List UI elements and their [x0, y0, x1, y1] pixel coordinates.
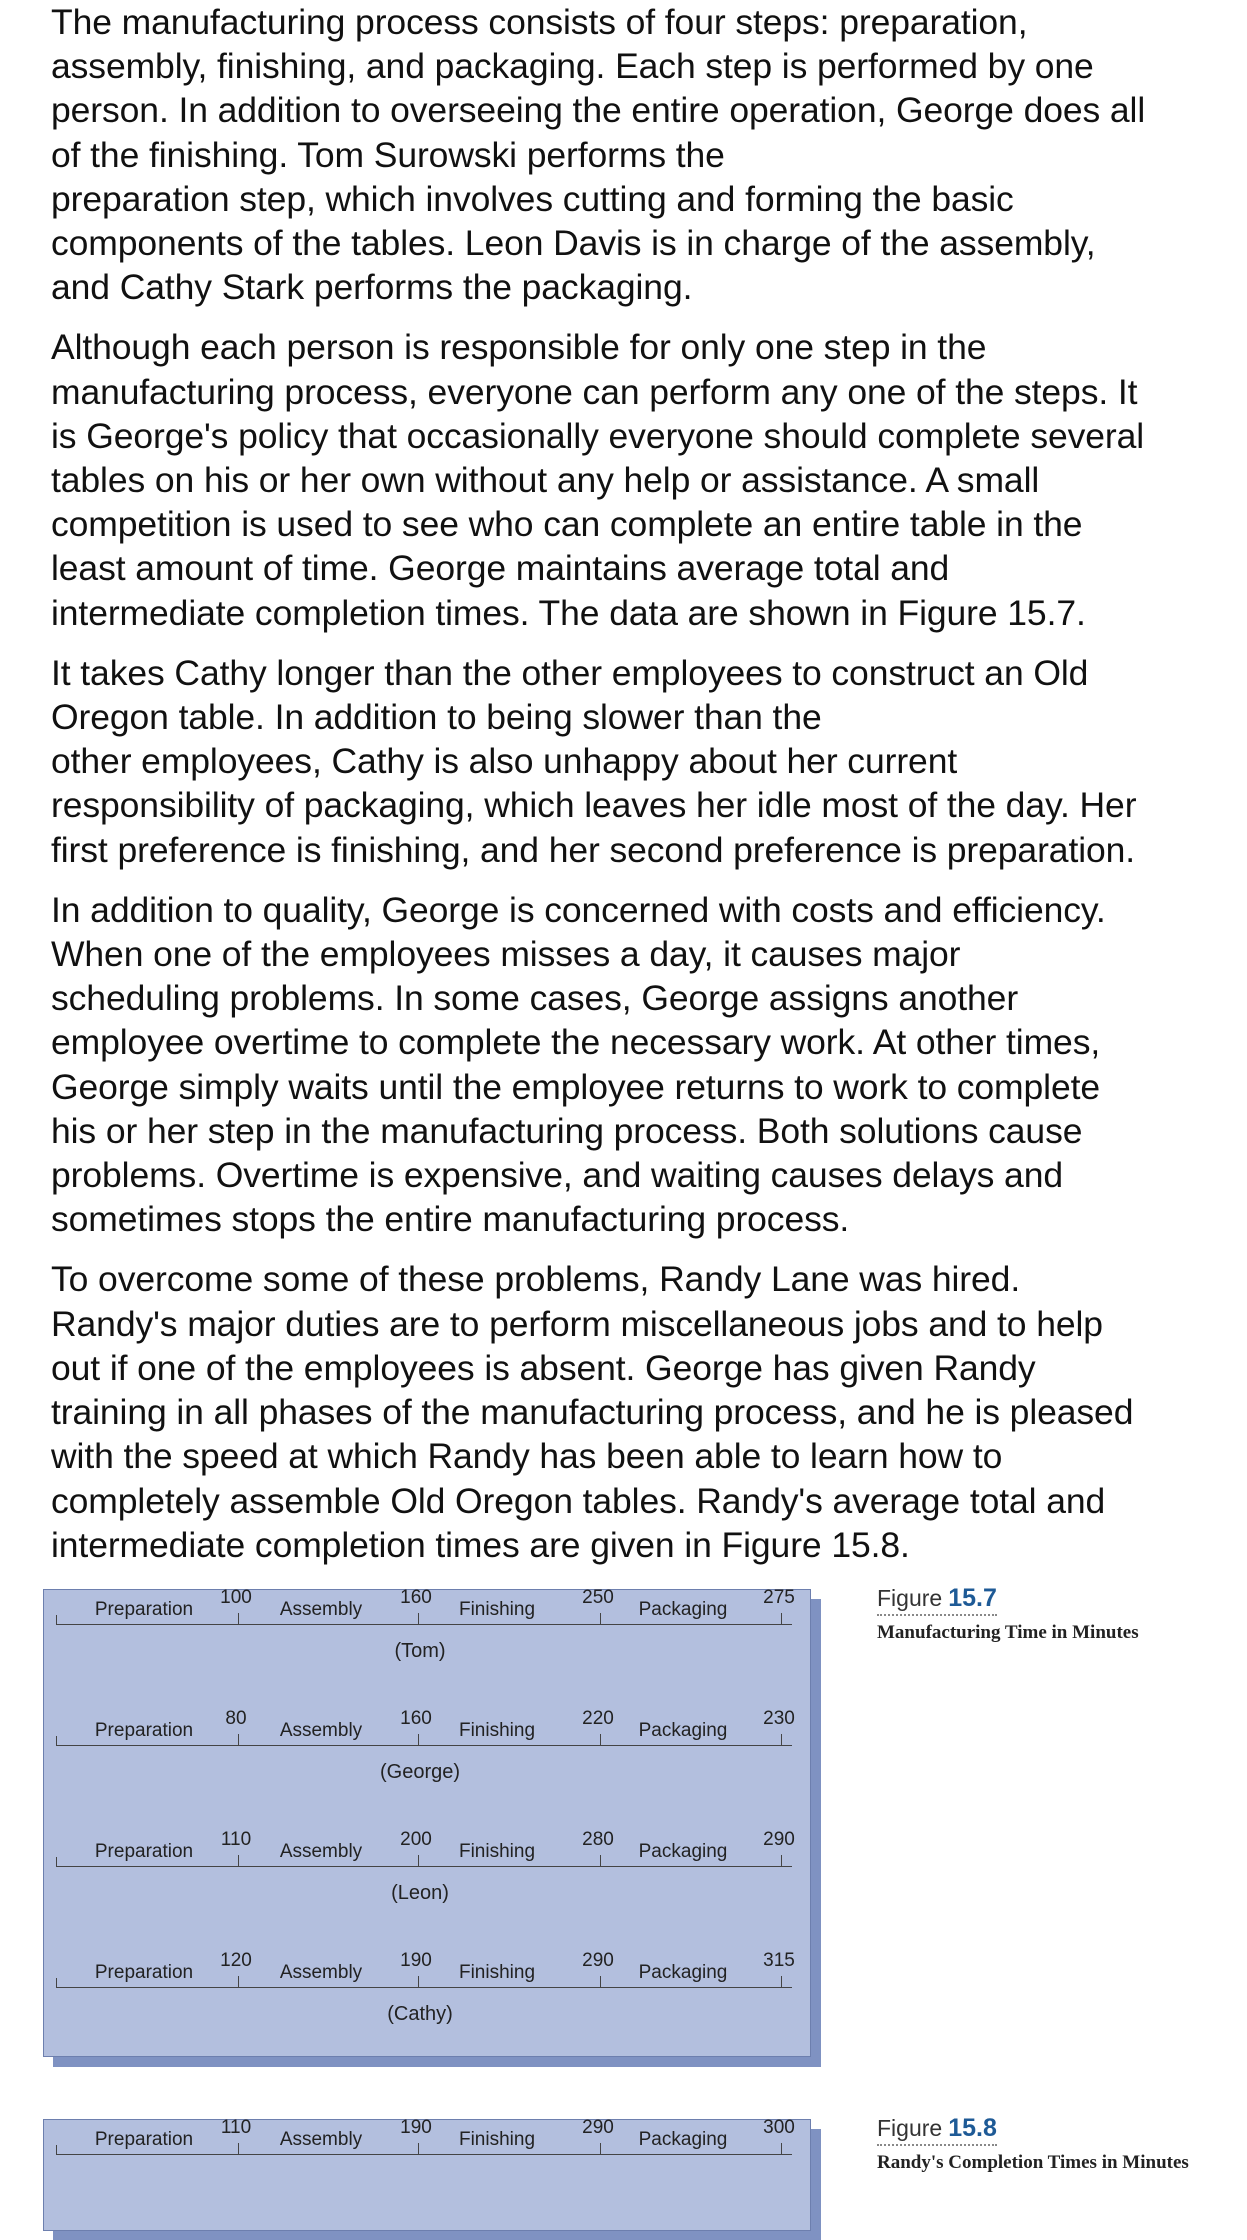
timeline-row: [44, 1587, 810, 1710]
timeline-tick: [600, 1855, 601, 1866]
paragraph-3: [51, 651, 1241, 872]
paragraph-1: [51, 0, 1241, 309]
timeline-tick: [418, 1976, 419, 1987]
step-label: Assembly: [279, 1962, 363, 1983]
figure-15-7-timelines: [43, 1589, 811, 2057]
text-line: least amount of time. George maintains average total and: [51, 548, 950, 589]
timeline-start-tick: [56, 1615, 57, 1624]
timeline-tick: [600, 2143, 601, 2154]
timeline-baseline: [56, 1745, 792, 1746]
step-label: Finishing: [458, 2129, 536, 2150]
timeline-tick: [418, 1855, 419, 1866]
step-label: Preparation: [94, 1962, 194, 1983]
cumulative-time-label: 190: [400, 2117, 432, 2138]
text-line: Randy's major duties are to perform miscellaneous jobs and to help: [51, 1303, 1103, 1344]
cumulative-time-label: 220: [582, 1708, 614, 1729]
timeline-tick: [238, 1613, 239, 1624]
figure-label: [877, 2114, 997, 2146]
figure-15-7-caption: [877, 1584, 1139, 1644]
figure-15-8-caption: [877, 2114, 1189, 2174]
figure-15-8-timeline: [43, 2119, 811, 2231]
step-label: Preparation: [94, 1841, 194, 1862]
text-line: It takes Cathy longer than the other employees to construct an Old: [51, 652, 1089, 693]
timeline-tick: [238, 2143, 239, 2154]
cumulative-time-label: 300: [763, 2117, 795, 2138]
cumulative-time-label: 80: [225, 1708, 247, 1729]
text-line: preparation step, which involves cutting and forming the basic: [51, 178, 1014, 219]
step-label: Finishing: [458, 1841, 536, 1862]
timeline-tick: [600, 1613, 601, 1624]
paragraph-5: [51, 1257, 1241, 1566]
step-label: Packaging: [638, 1599, 728, 1620]
figure-subtitle: Randy's Completion Times in Minutes: [877, 2152, 1189, 2173]
text-line: competition is used to see who can complete an entire table in the: [51, 504, 1083, 545]
text-line: is George's policy that occasionally everyone should complete several: [51, 415, 1145, 456]
step-label: Finishing: [458, 1962, 536, 1983]
timeline-tick: [418, 1613, 419, 1624]
timeline-tick: [600, 1976, 601, 1987]
step-label: Packaging: [638, 1720, 728, 1741]
timeline-tick: [418, 1734, 419, 1745]
timeline-tick: [238, 1855, 239, 1866]
text-line: Oregon table. In addition to being slower than the: [51, 697, 822, 738]
timeline-tick: [600, 1734, 601, 1745]
text-line: problems. Overtime is expensive, and waiting causes delays and: [51, 1155, 1063, 1196]
text-line: person. In addition to overseeing the entire operation, George does all: [51, 90, 1146, 131]
text-line: Although each person is responsible for only one step in the: [51, 327, 987, 368]
timeline-tick: [781, 1976, 782, 1987]
timeline-row: [44, 1829, 810, 1952]
timeline-tick: [781, 1734, 782, 1745]
text-line: responsibility of packaging, which leaves her idle most of the day. Her: [51, 785, 1137, 826]
cumulative-time-label: 280: [582, 1829, 614, 1850]
text-line: his or her step in the manufacturing process. Both solutions cause: [51, 1110, 1083, 1151]
timeline-start-tick: [56, 1978, 57, 1987]
cumulative-time-label: 110: [220, 1829, 252, 1850]
text-line: and Cathy Stark performs the packaging.: [51, 267, 693, 308]
text-line: out if one of the employees is absent. George has given Randy: [51, 1347, 1036, 1388]
cumulative-time-label: 290: [582, 1950, 614, 1971]
text-line: tables on his or her own without any help or assistance. A small: [51, 460, 1040, 501]
timeline-tick: [238, 1976, 239, 1987]
figure-number: 15.8: [948, 2114, 997, 2142]
text-line: employee overtime to complete the necessary work. At other times,: [51, 1022, 1101, 1063]
text-line: intermediate completion times are given in Figure 15.8.: [51, 1524, 910, 1565]
step-label: Assembly: [279, 1720, 363, 1741]
text-line: When one of the employees misses a day, it causes major: [51, 934, 961, 975]
step-label: Assembly: [279, 1599, 363, 1620]
text-line: completely assemble Old Oregon tables. Randy's average total and: [51, 1480, 1106, 1521]
text-line: training in all phases of the manufacturing process, and he is pleased: [51, 1392, 1134, 1433]
step-label: Packaging: [638, 2129, 728, 2150]
text-line: sometimes stops the entire manufacturing process.: [51, 1199, 850, 1240]
timeline-start-tick: [56, 1857, 57, 1866]
text-line: other employees, Cathy is also unhappy about her current: [51, 741, 958, 782]
cumulative-time-label: 230: [763, 1708, 795, 1729]
timeline-baseline: [56, 1624, 792, 1625]
employee-name: (Leon): [391, 1882, 449, 1904]
timeline-tick: [781, 1613, 782, 1624]
cumulative-time-label: 250: [582, 1587, 614, 1608]
paragraph-2: [51, 325, 1241, 634]
employee-name: (George): [379, 1761, 461, 1783]
cumulative-time-label: 190: [400, 1950, 432, 1971]
figure-label: [877, 1584, 997, 1616]
cumulative-time-label: 160: [400, 1708, 432, 1729]
step-label: Packaging: [638, 1962, 728, 1983]
timeline-tick: [238, 1734, 239, 1745]
timeline-baseline: [56, 1866, 792, 1867]
figure-number: 15.7: [948, 1584, 997, 1612]
text-line: components of the tables. Leon Davis is in charge of the assembly,: [51, 223, 1096, 264]
text-line: In addition to quality, George is concerned with costs and efficiency.: [51, 889, 1106, 930]
step-label: Assembly: [279, 1841, 363, 1862]
timeline-baseline: [56, 2154, 792, 2155]
text-line: assembly, finishing, and packaging. Each step is performed by one: [51, 46, 1094, 87]
step-label: Assembly: [279, 2129, 363, 2150]
body-text: [51, 0, 1241, 1583]
timeline-tick: [781, 2143, 782, 2154]
employee-name: (Tom): [394, 1640, 446, 1662]
step-label: Finishing: [458, 1720, 536, 1741]
text-line: manufacturing process, everyone can perform any one of the steps. It: [51, 371, 1138, 412]
cumulative-time-label: 110: [220, 2117, 252, 2138]
figure-subtitle: Manufacturing Time in Minutes: [877, 1622, 1139, 1643]
cumulative-time-label: 275: [763, 1587, 795, 1608]
figure-word: Figure: [877, 2115, 943, 2141]
cumulative-time-label: 160: [400, 1587, 432, 1608]
step-label: Preparation: [94, 1720, 194, 1741]
step-label: Preparation: [94, 1599, 194, 1620]
cumulative-time-label: 200: [400, 1829, 432, 1850]
timeline-tick: [781, 1855, 782, 1866]
step-label: Finishing: [458, 1599, 536, 1620]
timeline-row: [44, 1950, 810, 2073]
cumulative-time-label: 100: [220, 1587, 252, 1608]
timeline-row: [44, 2117, 810, 2240]
step-label: Preparation: [94, 2129, 194, 2150]
text-line: intermediate completion times. The data are shown in Figure 15.7.: [51, 592, 1086, 633]
text-line: George simply waits until the employee returns to work to complete: [51, 1066, 1101, 1107]
cumulative-time-label: 315: [763, 1950, 795, 1971]
employee-name: (Cathy): [387, 2003, 453, 2025]
timeline-start-tick: [56, 1736, 57, 1745]
cumulative-time-label: 120: [220, 1950, 252, 1971]
cumulative-time-label: 290: [582, 2117, 614, 2138]
text-line: first preference is finishing, and her second preference is preparation.: [51, 829, 1136, 870]
text-line: scheduling problems. In some cases, George assigns another: [51, 978, 1019, 1019]
text-line: The manufacturing process consists of four steps: preparation,: [51, 2, 1028, 42]
paragraph-4: [51, 888, 1241, 1242]
timeline-row: [44, 1708, 810, 1831]
text-line: To overcome some of these problems, Randy Lane was hired.: [51, 1259, 1021, 1300]
timeline-start-tick: [56, 2145, 57, 2154]
step-label: Packaging: [638, 1841, 728, 1862]
figure-word: Figure: [877, 1585, 943, 1611]
cumulative-time-label: 290: [763, 1829, 795, 1850]
timeline-baseline: [56, 1987, 792, 1988]
timeline-tick: [418, 2143, 419, 2154]
text-line: with the speed at which Randy has been able to learn how to: [51, 1436, 1003, 1477]
text-line: of the finishing. Tom Surowski performs the: [51, 134, 725, 175]
